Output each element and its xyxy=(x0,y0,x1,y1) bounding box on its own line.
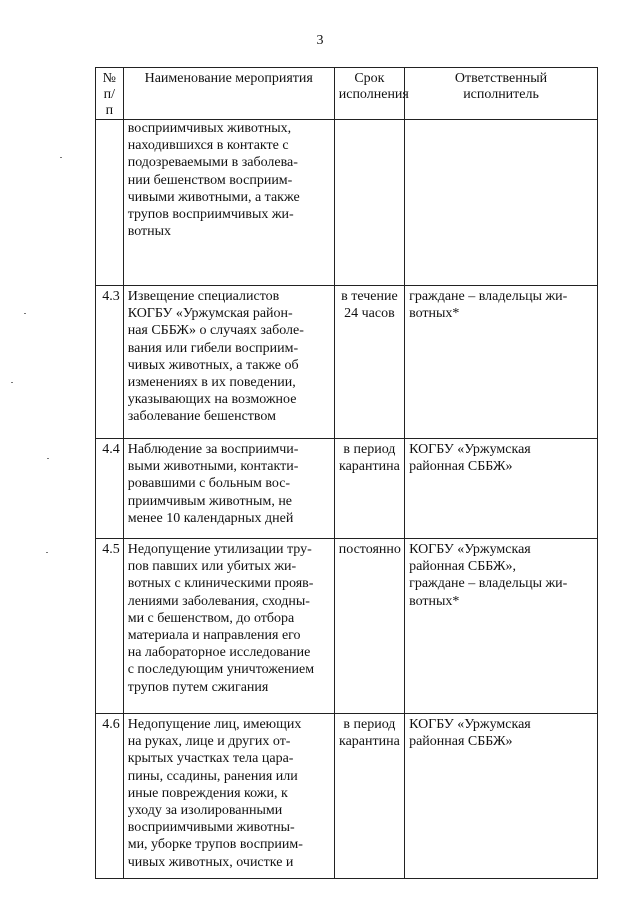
scan-speck xyxy=(60,157,62,158)
row-responsible xyxy=(405,120,598,286)
table-row xyxy=(96,120,598,286)
header-num: № п/п xyxy=(96,68,124,120)
row-name: Недопущение утилизации тру- пов павших или убитых жи- вотных с клиническими прояв- лениями заболевания, сходны- ми с бешенством, до отбора материала и направления его на лабораторное исследование с последующим уничтожением трупов путем сжигания xyxy=(123,539,334,714)
row-responsible: граждане – владельцы жи- вотных* xyxy=(405,286,598,439)
scan-speck xyxy=(11,382,13,383)
row-term: в период карантина xyxy=(334,714,404,879)
row-name: Извещение специалистов КОГБУ «Уржумская район- ная СББЖ» о случаях заболе- вания или гибели восприим- чивых животных, а также об изменениях в их поведении, указывающих на возможное заболевание бешенством xyxy=(123,286,334,439)
row-term: постоянно xyxy=(334,539,404,714)
row-responsible: КОГБУ «Уржумская районная СББЖ», граждане – владельцы жи- вотных* xyxy=(405,539,598,714)
row-num: 4.6 xyxy=(96,714,124,879)
row-term xyxy=(334,120,404,286)
row-responsible: КОГБУ «Уржумская районная СББЖ» xyxy=(405,439,598,539)
row-num xyxy=(96,120,124,286)
table-row xyxy=(96,714,598,879)
scan-speck xyxy=(47,458,49,459)
row-responsible: КОГБУ «Уржумская районная СББЖ» xyxy=(405,714,598,879)
row-name: восприимчивых животных, находившихся в контакте с подозреваемыми в заболева- нии бешенством восприим- чивыми животными, а также трупов восприимчивых жи- вотных xyxy=(123,120,334,286)
table-row xyxy=(96,539,598,714)
row-term: в течение 24 часов xyxy=(334,286,404,439)
scan-speck xyxy=(46,552,48,553)
row-num: 4.5 xyxy=(96,539,124,714)
row-term: в период карантина xyxy=(334,439,404,539)
table-row xyxy=(96,439,598,539)
table-header-row xyxy=(96,68,598,120)
scan-speck xyxy=(24,313,26,314)
row-name: Наблюдение за восприимчи- выми животными, контакти- ровавшими с больным вос- приимчивым животным, не менее 10 календарных дней xyxy=(123,439,334,539)
header-term: Срок исполнения xyxy=(334,68,404,120)
measures-table xyxy=(95,67,598,879)
row-name: Недопущение лиц, имеющих на руках, лице и других от- крытых участках тела цара- пины, ссадины, ранения или иные повреждения кожи, к уходу за изолированными восприимчивыми животны- ми, уборке трупов восприим- чивых животных, очистке и xyxy=(123,714,334,879)
row-num: 4.4 xyxy=(96,439,124,539)
header-name: Наименование мероприятия xyxy=(123,68,334,120)
row-num: 4.3 xyxy=(96,286,124,439)
table-row xyxy=(96,286,598,439)
header-responsible: Ответственный исполнитель xyxy=(405,68,598,120)
page-number: 3 xyxy=(316,33,324,48)
